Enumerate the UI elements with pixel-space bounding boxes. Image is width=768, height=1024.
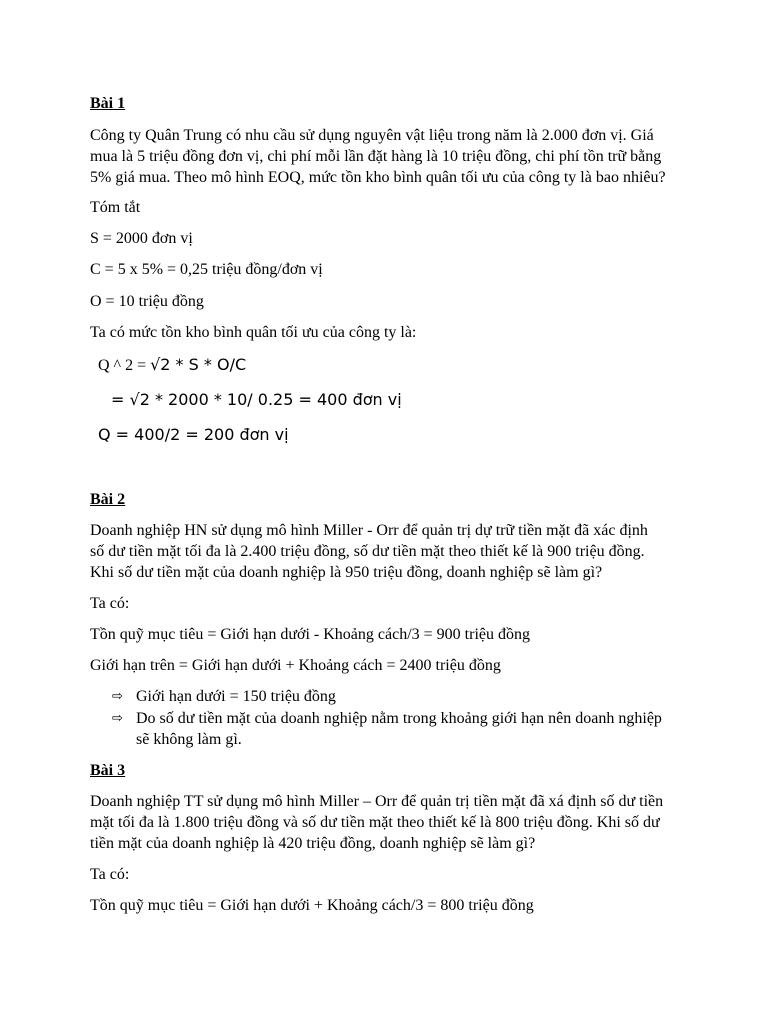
bai1-q2-prefix: Q ^ 2 = xyxy=(98,357,151,374)
bai1-c-line: C = 5 x 5% = 0,25 triệu đồng/đơn vị xyxy=(90,261,323,278)
bai2-ta-co: Ta có: xyxy=(90,595,130,612)
bai1-q2-value: = √2 * 2000 * 10/ 0.25 = 400 đơn vị xyxy=(111,390,402,409)
bai3-target-line: Tồn quỹ mục tiêu = Giới hạn dưới + Khoảng cách/3 = 800 triệu đồng xyxy=(90,897,534,914)
bai2-bullet-1-text: Giới hạn dưới = 150 triệu đồng xyxy=(136,688,336,705)
bai1-s-line: S = 2000 đơn vị xyxy=(90,230,193,247)
bai1-problem-line-2: mua là 5 triệu đồng đơn vị, chi phí mỗi lần đặt hàng là 10 triệu đồng, chi phí tồn trữ bằng xyxy=(90,148,662,165)
bai2-problem-line-3: Khi số dư tiền mặt của doanh nghiệp là 950 triệu đồng, doanh nghiệp sẽ làm gì? xyxy=(90,564,603,581)
bai1-q-value: Q = 400/2 = 200 đơn vị xyxy=(98,425,289,444)
bai1-problem-line-1: Công ty Quân Trung có nhu cầu sử dụng nguyên vật liệu trong năm là 2.000 đơn vị. Giá xyxy=(90,127,654,144)
bai2-title: Bài 2 xyxy=(90,491,126,508)
bai1-q2-expression: √2 * S * O/C xyxy=(150,355,247,374)
bai2-target-line: Tồn quỹ mục tiêu = Giới hạn dưới - Khoảng cách/3 = 900 triệu đồng xyxy=(90,626,530,643)
bai1-result-intro: Ta có mức tồn kho bình quân tối ưu của công ty là: xyxy=(90,324,417,341)
bai2-problem-line-2: số dư tiền mặt tối đa là 2.400 triệu đồng, số dư tiền mặt theo thiết kế là 900 triệu đồng. xyxy=(90,543,645,560)
bai1-o-line: O = 10 triệu đồng xyxy=(90,293,204,310)
bai3-title: Bài 3 xyxy=(90,762,126,779)
bai2-upper-line: Giới hạn trên = Giới hạn dưới + Khoảng cách = 2400 triệu đồng xyxy=(90,657,501,674)
bai3-problem-line-1: Doanh nghiệp TT sử dụng mô hình Miller – Orr để quản trị tiền mặt đã xá định số dư tiền xyxy=(90,793,664,810)
bai3-ta-co: Ta có: xyxy=(90,866,130,883)
bai1-title: Bài 1 xyxy=(90,95,126,112)
bai3-problem-line-2: mặt tối đa là 1.800 triệu đồng và số dư tiền mặt theo thiết kế là 800 triệu đồng. Khi số dư xyxy=(90,814,660,831)
bai2-bullet-2-text-line-2: sẽ không làm gì. xyxy=(136,731,242,748)
bai1-summary-label: Tóm tắt xyxy=(90,199,141,216)
bai2-bullet-2-text-line-1: Do số dư tiền mặt của doanh nghiệp nằm trong khoảng giới hạn nên doanh nghiệp xyxy=(136,710,662,727)
arrow-icon: ⇨ xyxy=(112,689,123,704)
bai1-q2-formula xyxy=(98,354,246,376)
bai2-problem-line-1: Doanh nghiệp HN sử dụng mô hình Miller - Orr để quản trị dự trữ tiền mặt đã xác định xyxy=(90,522,648,539)
arrow-icon: ⇨ xyxy=(112,711,123,726)
bai3-problem-line-3: tiền mặt của doanh nghiệp là 420 triệu đồng, doanh nghiệp sẽ làm gì? xyxy=(90,835,536,852)
bai1-problem-line-3: 5% giá mua. Theo mô hình EOQ, mức tồn kho bình quân tối ưu của công ty là bao nhiêu? xyxy=(90,169,666,186)
